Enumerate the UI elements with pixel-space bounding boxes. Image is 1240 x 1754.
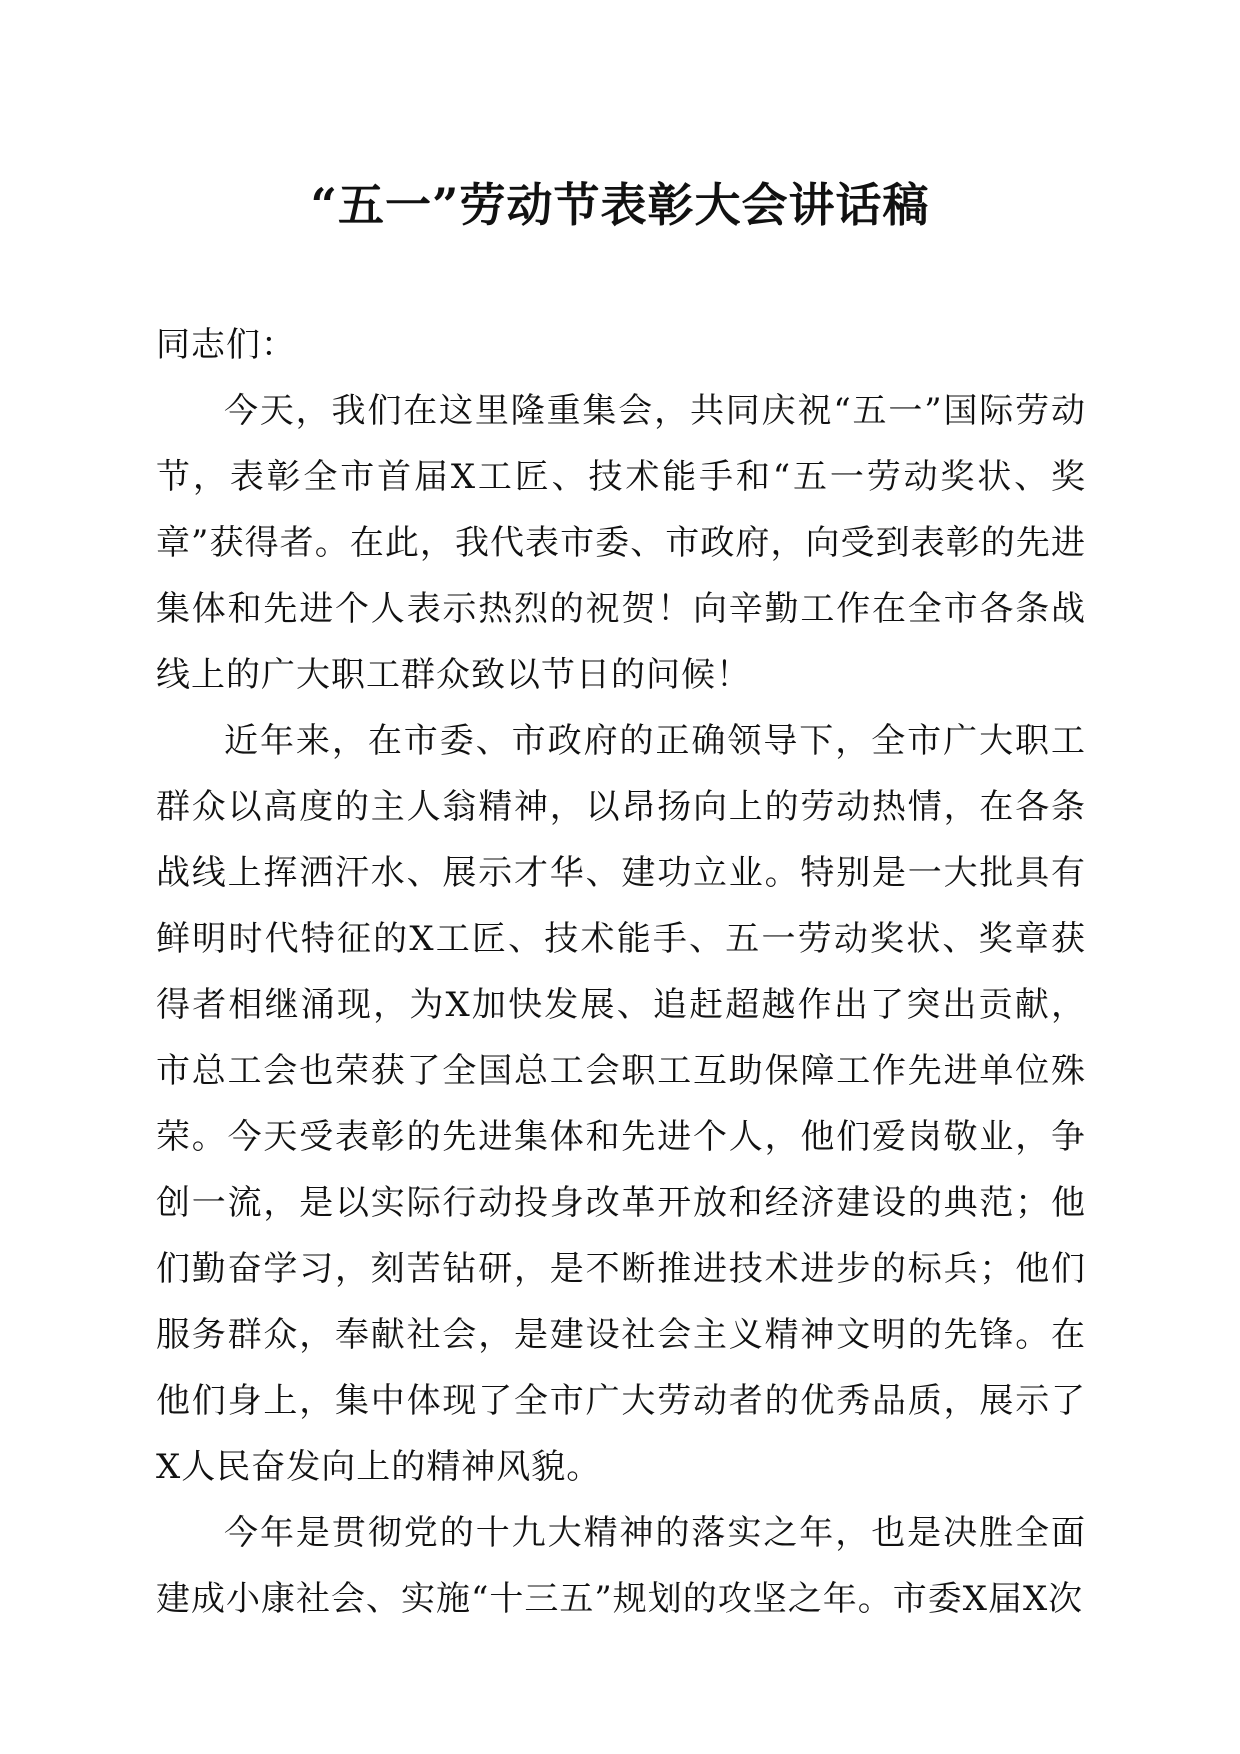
paragraph-3: 今年是贯彻党的十九大精神的落实之年，也是决胜全面建成小康社会、实施“十三五”规划的攻坚之年。市委X届X次 [156,1513,1086,1619]
document-body [156,312,1086,1632]
paragraph-2: 近年来，在市委、市政府的正确领导下，全市广大职工群众以高度的主人翁精神，以昂扬向上的劳动热情，在各条战线上挥洒汗水、展示才华、建功立业。特别是一大批具有鲜明时代特征的X工匠、技术能手、五一劳动奖状、奖章获得者相继涌现，为X加快发展、追赶超越作出了突出贡献，市总工会也荣获了全国总工会职工互助保障工作先进单位殊荣。今天受表彰的先进集体和先进个人，他们爱岗敬业，争创一流，是以实际行动投身改革开放和经济建设的典范；他们勤奋学习，刻苦钻研，是不断推进技术进步的标兵；他们服务群众，奉献社会，是建设社会主义精神文明的先锋。在他们身上，集中体现了全市广大劳动者的优秀品质，展示了X人民奋发向上的精神风貌。 [156,721,1086,1487]
document-title: “五一”劳动节表彰大会讲话稿 [310,178,930,232]
paragraph-1: 今天，我们在这里隆重集会，共同庆祝“五一”国际劳动节，表彰全市首届X工匠、技术能手和“五一劳动奖状、奖章”获得者。在此，我代表市委、市政府，向受到表彰的先进集体和先进个人表示热烈的祝贺！向辛勤工作在全市各条战线上的广大职工群众致以节日的问候！ [156,391,1086,695]
salutation: 同志们： [156,325,296,365]
